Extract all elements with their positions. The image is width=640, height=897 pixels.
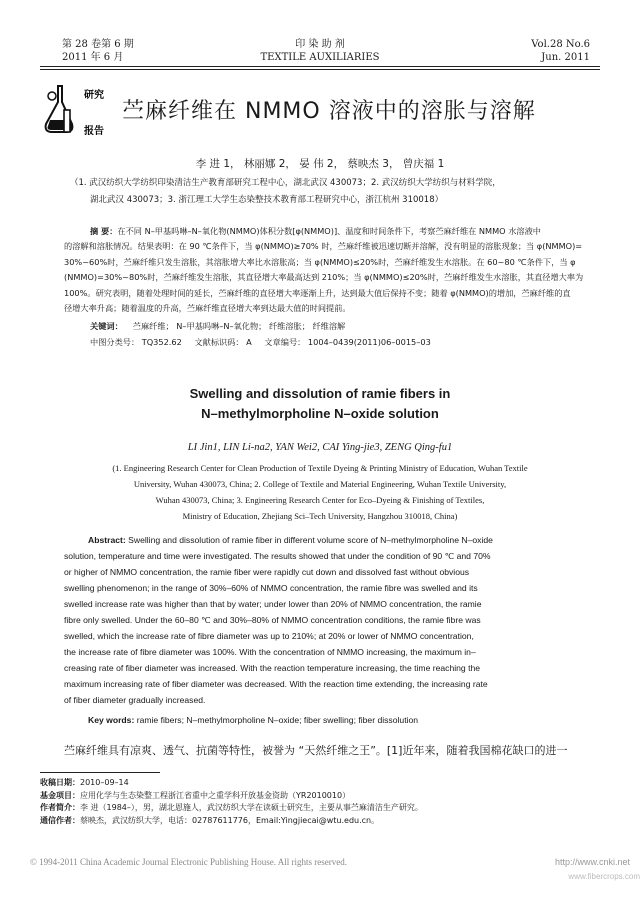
research-report-logo [40, 80, 120, 140]
affiliation-zh-line: 湖北武汉 430073；3. 浙江理工大学生态染整技术教育部工程研究中心，浙江杭州 310018） [90, 195, 444, 205]
logo-text-top: 研究 [84, 90, 104, 101]
journal-issue-zh [62, 38, 162, 64]
footnote-label: 收稿日期： [40, 778, 80, 787]
abstract-en-line: swelled, which the increase rate of fibre diameter was up to 210%; at 20% or lower of NMMO concentration, [64, 631, 474, 641]
journal-issue-en [470, 38, 590, 64]
clc-number: 中图分类号： TQ352.62 [90, 337, 182, 347]
footnote-fund [40, 790, 600, 803]
abstract-en-line: fibre only swelled. Under the 60–80 ℃ and 30%–80% of NMMO concentration conditions, the ramie fibre was [64, 615, 481, 625]
abstract-en-line: swelled increase rate was higher than that by water; under lower than 20% of NMMO concentration, the ramie [64, 599, 482, 609]
footnote-text: 2010–09–14 [80, 778, 129, 787]
footnote-received [40, 777, 600, 790]
date-line: 2011 年 6 月 [62, 52, 124, 63]
abstract-zh-line: (NMMO)=30%~80%时，苎麻纤维发生溶胀，其直径增大率最高达到 210%；当 φ(NMMO)≤20%时，苎麻纤维发生水溶胀，其直径增大率为 [64, 272, 584, 283]
title-en [40, 384, 600, 424]
abstract-en-line: or higher of NMMO concentration, the ramie fiber were rapidly cut down and dissolved fast without obvious [64, 567, 470, 577]
abstract-zh-line: 在不同 N–甲基吗啉–N–氧化物(NMMO)体积分数[φ(NMMO)]、温度和时间条件下，考察苎麻纤维在 NMMO 水溶液中 [117, 226, 541, 236]
keywords-zh-label: 关键词： [90, 321, 123, 331]
affiliation-en-line: Ministry of Education, Zhejiang Sci–Tech University, Hangzhou 310018, China) [182, 511, 458, 521]
abstract-zh-line: 100%。研究表明，随着处理时间的延长，苎麻纤维的直径增大率逐渐上升，达到最大值后保持不变；随着 φ(NMMO)的增加，苎麻纤维的直 [64, 287, 571, 298]
affiliation-en-line: Wuhan 430073, China; 3. Engineering Research Center for Eco–Dyeing & Finishing of Textiles, [155, 495, 485, 505]
article-number: 文章编号： 1004–0439(2011)06–0015–03 [264, 337, 431, 347]
keywords-en-label: Key words: [88, 715, 135, 725]
abstract-zh-label: 摘 要： [90, 226, 118, 236]
footnote-label: 通信作者： [40, 815, 80, 825]
authors-zh: 李 进 1， 林丽娜 2， 晏 伟 2， 蔡映杰 3， 曾庆福 1 [195, 158, 445, 170]
header-rule-thin [40, 69, 600, 70]
abstract-en-line: swelling phenomenon; in the range of 30%–60% of NMMO concentration, the ramie fibre was swelled and its [64, 583, 478, 593]
body-first-line: 苎麻纤维具有凉爽、透气、抗菌等特性，被誉为 “天然纤维之王”。[1]近年来，随着我国棉花缺口的进一 [64, 744, 568, 757]
issue-line: 第 28 卷第 6 期 [62, 39, 134, 50]
journal-name-en: TEXTILE AUXILIARIES [260, 52, 380, 63]
keywords-en-text: ramie fibers; N–methylmorpholine N–oxide; fiber swelling; fiber dissolution [136, 715, 419, 725]
copyright-notice: © 1994-2011 China Academic Journal Electronic Publishing House. All rights reserved. [30, 857, 347, 867]
month-line: Jun. 2011 [541, 52, 590, 63]
abstract-en-line: maximum increasing rate of fiber diameter was decreased. With the reaction time extending, the increasing rate [64, 679, 488, 689]
abstract-zh-line: 30%~60%时，苎麻纤维只发生溶胀，其溶胀增大率比水溶胀高；当 φ(NMMO)≤20%时，苎麻纤维发生水溶胀。在 60~80 ℃条件下，当 φ [64, 256, 576, 267]
classification-line [90, 335, 622, 349]
affiliations-en [60, 460, 580, 524]
document-code: 文献标识码： A [194, 337, 252, 347]
watermark: www.fibercrops.com [568, 872, 640, 881]
journal-name [220, 38, 420, 64]
keywords-zh [90, 319, 622, 333]
affiliation-zh-line: （1. 武汉纺织大学纺织印染清洁生产教育部研究工程中心，湖北武汉 430073；2. 武汉纺织大学纺织与材料学院， [70, 178, 501, 188]
volume-line: Vol.28 No.6 [531, 39, 590, 50]
abstract-en-line: of fiber diameter gradually increased. [64, 695, 206, 705]
affiliation-en-line: (1. Engineering Research Center for Clean Production of Textile Dyeing & Printing Ministry of Education, Wuhan Textile [112, 463, 528, 473]
title-zh: 苎麻纤维在 NMMO 溶液中的溶胀与溶解 [122, 99, 536, 124]
abstract-en-line: the increase rate of fibre diameter was 100%. With the concentration of NMMO increasing, the maximum in– [64, 647, 476, 657]
header-rule [40, 66, 600, 67]
title-en-line: Swelling and dissolution of ramie fibers in [189, 386, 451, 401]
footnote-rule [40, 772, 160, 773]
affiliation-en-line: University, Wuhan 430073, China; 2. College of Textile and Material Engineering, Wuhan Textile University, [133, 479, 507, 489]
abstract-en-label: Abstract: [88, 535, 126, 545]
footnote-text: 李 进（1984–），男，湖北恩施人，武汉纺织大学在读硕士研究生，主要从事苎麻清洁生产研究。 [80, 803, 423, 813]
title-en-line: N–methylmorpholine N–oxide solution [201, 406, 439, 421]
abstract-zh [64, 224, 596, 316]
abstract-en [64, 532, 598, 708]
footnote-author-bio [40, 802, 600, 815]
footnote-label: 基金项目： [40, 790, 80, 800]
authors-en: LI Jin1, LIN Li-na2, YAN Wei2, CAI Ying-jie3, ZENG Qing-fu1 [187, 442, 453, 453]
footnotes [40, 777, 600, 827]
site-link[interactable]: http://www.cnki.net [554, 857, 630, 867]
journal-name-zh: 印 染 助 剂 [295, 39, 345, 50]
logo-text-bottom: 报告 [84, 126, 104, 137]
abstract-zh-line: 的溶解和溶胀情况。结果表明：在 90 ℃条件下，当 φ(NMMO)≥70% 时，苎麻纤维被迅速切断并溶解，没有明显的溶胀现象；当 φ(NMMO)= [64, 241, 583, 252]
footnote-text: 蔡映杰，武汉纺织大学，电话：02787611776，Email:Yingjiecai@wtu.edu.cn。 [80, 815, 380, 825]
abstract-zh-line: 径增大率升高；随着温度的升高，苎麻纤维直径增大率到达最大值的时间提前。 [64, 303, 351, 314]
keywords-zh-text: 苎麻纤维； N–甲基吗啉–N–氧化物； 纤维溶胀； 纤维溶解 [132, 321, 346, 331]
abstract-en-line: solution, temperature and time were investigated. The results showed that under the condition of 90 ℃ and 70% [64, 551, 491, 561]
footnote-text: 应用化学与生态染整工程浙江省重中之重学科开放基金资助（YR2010010） [80, 790, 351, 800]
abstract-en-line: Swelling and dissolution of ramie fiber in different volume score of N–methylmorpholine N–oxide [128, 535, 493, 545]
abstract-en-line: creasing rate of fiber diameter was increased. With the reaction temperature increasing, the time reaching the [64, 663, 481, 673]
keywords-en [88, 715, 588, 725]
footnote-corresponding [40, 815, 600, 828]
footnote-label: 作者简介： [40, 803, 80, 813]
